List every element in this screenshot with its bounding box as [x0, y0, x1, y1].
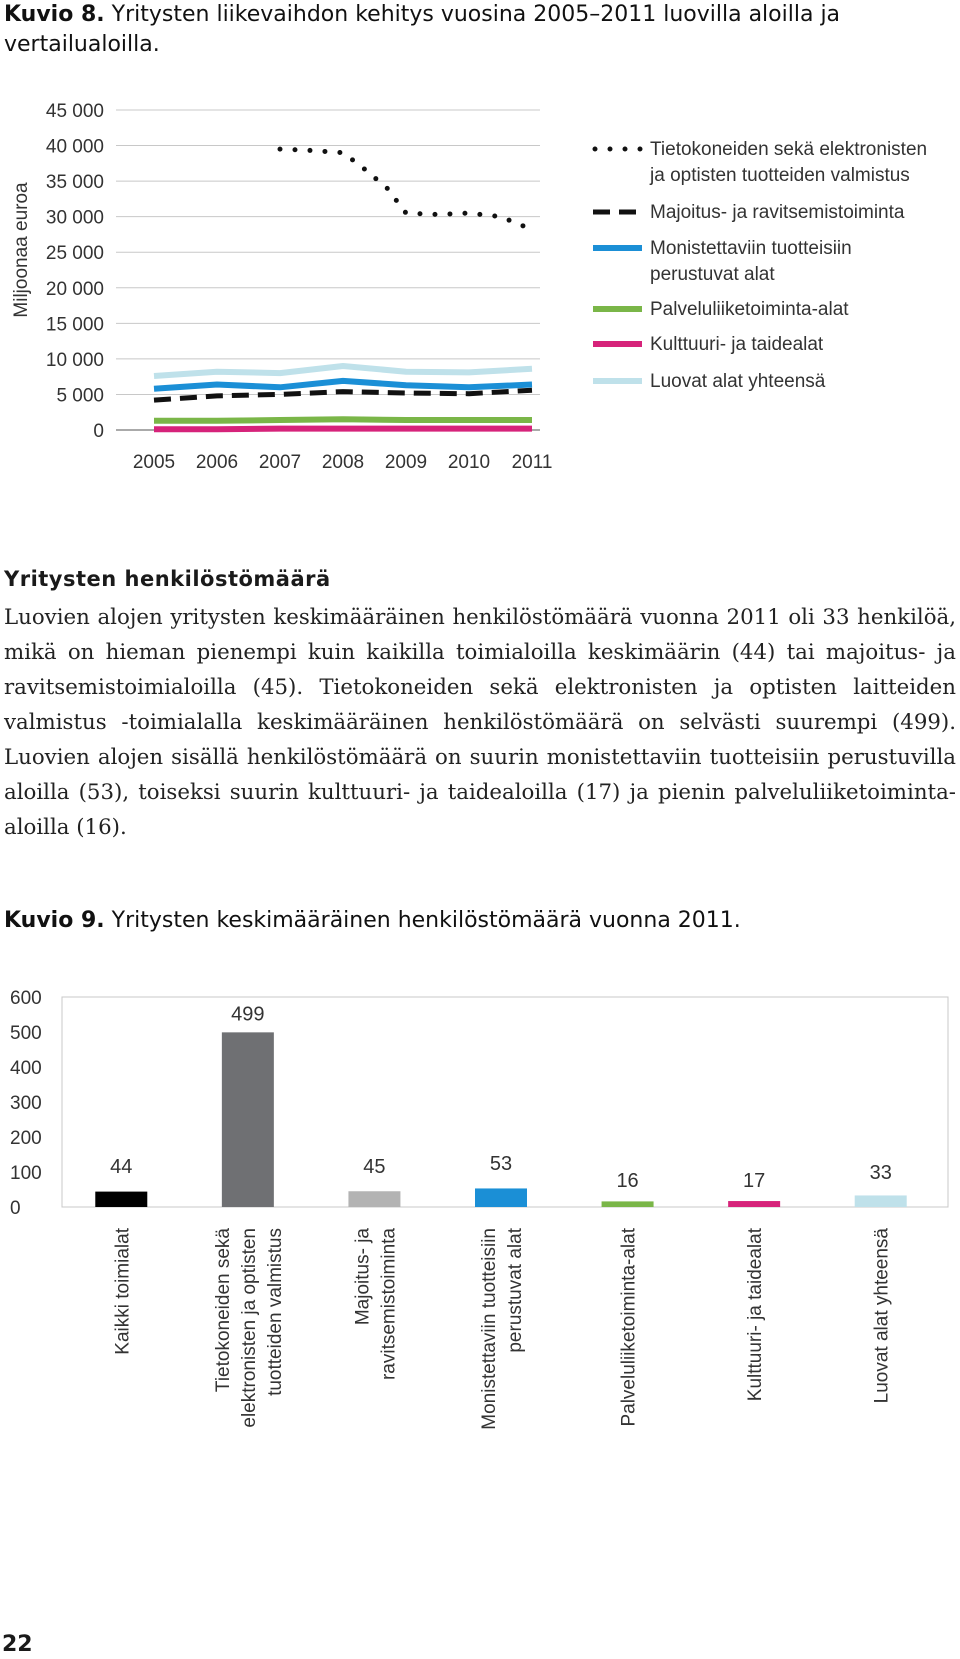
- y-tick-label: 0: [93, 421, 104, 442]
- bar-value-label: 499: [231, 1003, 265, 1026]
- x-tick-label: 2007: [258, 452, 302, 470]
- plot-frame: [62, 997, 948, 1207]
- bar: [222, 1032, 274, 1207]
- legend-label: Luovat alat yhteensä: [650, 371, 826, 392]
- category-label: elektronisten ja optisten: [238, 1228, 260, 1428]
- y-tick-label: 10 000: [45, 349, 104, 371]
- y-tick-label: 15 000: [45, 314, 104, 336]
- y-tick-label: 400: [10, 1058, 42, 1079]
- x-tick-label: 2005: [132, 452, 176, 470]
- category-label: Majoitus- ja: [352, 1228, 374, 1326]
- figure-8-label: Kuvio 8.: [4, 2, 105, 27]
- x-tick-label: 2008: [321, 452, 365, 470]
- category-label: tuotteiden valmistus: [264, 1228, 286, 1396]
- category-label: Palveluliiketoiminta-alat: [618, 1228, 640, 1427]
- category-label: Monistettaviin tuotteisiin: [479, 1228, 500, 1430]
- y-tick-label: 40 000: [45, 136, 104, 158]
- category-label: Luovat alat yhteensä: [871, 1228, 893, 1404]
- y-tick-label: 20 000: [45, 278, 104, 300]
- legend-label: ja optisten tuotteiden valmistus: [650, 165, 910, 186]
- legend-label: Majoitus- ja ravitsemistoiminta: [650, 202, 905, 223]
- legend-label: Monistettaviin tuotteisiin: [650, 238, 852, 259]
- y-axis-label: Miljoonaa euroa: [11, 182, 32, 318]
- legend-label: Tietokoneiden sekä elektronisten: [650, 139, 928, 160]
- category-label: Kulttuuri- ja taidealat: [745, 1228, 767, 1402]
- bar-value-label: 33: [869, 1162, 892, 1184]
- y-tick-label: 500: [10, 1023, 42, 1044]
- y-tick-label: 300: [10, 1093, 42, 1114]
- legend-label: Palveluliiketoiminta-alat: [650, 299, 849, 320]
- x-tick-label: 2009: [384, 452, 428, 470]
- page-number: 22: [2, 1632, 33, 1657]
- bar-value-label: 45: [363, 1156, 386, 1178]
- bar-value-label: 17: [743, 1170, 766, 1192]
- category-label: ravitsemistoiminta: [378, 1228, 400, 1381]
- category-label: Tietokoneiden sekä: [212, 1228, 234, 1393]
- y-tick-label: 30 000: [45, 207, 104, 229]
- bar-value-label: 16: [616, 1170, 639, 1192]
- figure-9-title: Yritysten keskimääräinen henkilöstömäärä vuonna 2011.: [104, 908, 741, 933]
- bar: [348, 1191, 400, 1207]
- y-tick-label: 35 000: [45, 172, 104, 194]
- bar-value-label: 53: [489, 1153, 513, 1175]
- figure-8-title: Yritysten liikevaihdon kehitys vuosina 2005–2011 luovilla aloilla ja vertailualoilla.: [4, 2, 841, 57]
- legend-label: Kulttuuri- ja taidealat: [650, 334, 824, 355]
- x-tick-label: 2010: [447, 452, 491, 470]
- y-tick-label: 600: [10, 988, 42, 1009]
- y-tick-label: 100: [10, 1163, 42, 1184]
- x-tick-label: 2011: [511, 452, 553, 470]
- section-heading: Yritysten henkilöstömäärä: [4, 567, 331, 591]
- bar: [475, 1188, 527, 1207]
- legend-label: perustuvat alat: [650, 264, 775, 285]
- y-tick-label: 25 000: [45, 243, 104, 265]
- category-label: perustuvat alat: [505, 1228, 526, 1353]
- y-tick-label: 200: [10, 1128, 42, 1149]
- category-label: Kaikki toimialat: [112, 1228, 134, 1355]
- figure-9-label: Kuvio 9.: [4, 908, 105, 933]
- x-tick-label: 2006: [195, 452, 239, 470]
- y-tick-label: 5 000: [56, 385, 104, 407]
- y-tick-label: 45 000: [45, 101, 104, 122]
- bar: [95, 1192, 147, 1207]
- bar-value-label: 44: [110, 1156, 133, 1178]
- y-tick-label: 0: [10, 1198, 21, 1219]
- bar: [855, 1195, 907, 1207]
- bar: [602, 1201, 654, 1207]
- body-paragraph: Luovien alojen yritysten keskimääräinen henkilöstömäärä vuonna 2011 oli 33 henkilöä, mikä on hieman pienempi kuin kaikilla toimialoilla keskimäärin (44) tai majoitus- ja ravitsemistoimialoilla (45). Tietokoneiden sekä elektronisten ja optisten laitteiden valmistus -toimialalla keskimääräinen henkilöstömäärä on selvästi suurempi (499). Luovien alojen sisällä henkilöstömäärä on suurin monistettaviin tuotteisiin perustuvilla aloilla (53), toiseksi suurin kulttuuri- ja taidealoilla (17) ja pienin palveluliiketoiminta-aloilla (16).: [4, 605, 956, 840]
- bar: [728, 1201, 780, 1207]
